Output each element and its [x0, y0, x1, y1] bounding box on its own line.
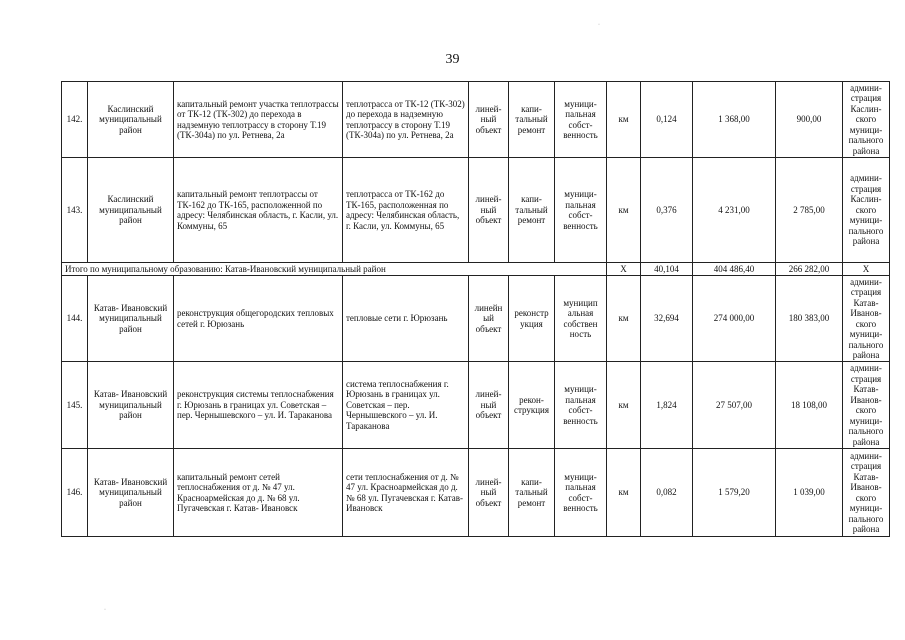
length-cell: 0,376 [641, 158, 693, 263]
event-cell: капитальный ремонт сетей теплоснабжения от д. № 47 ул. Красноармейская до д. № 68 ул. Пугачевская г. Катав- Ивановск [174, 449, 343, 537]
object-cell: теплотрасса от ТК-12 (ТК-302) до перехода в надземную теплотрассу в сторону Т.19 (ТК-304а) по ул. Ретнева, 2а [343, 82, 469, 158]
district-cell: Каслинский муниципальный район [88, 158, 174, 263]
cost-budget-cell: 2 785,00 [776, 158, 843, 263]
ownership-cell: муницип альная собствен ность [555, 276, 607, 362]
ownership-cell: муници- пальная собст- венность [555, 449, 607, 537]
work-type-cell: реконстр укция [509, 276, 555, 362]
object-type-cell: линей- ный объект [469, 449, 509, 537]
responsible-cell: админи- страция Катав- Иванов- ского муници- пального района [843, 449, 890, 537]
work-type-cell: капи- тальный ремонт [509, 158, 555, 263]
total-responsible: X [843, 263, 890, 276]
cost-budget-cell: 180 383,00 [776, 276, 843, 362]
event-cell: капитальный ремонт теплотрассы от ТК-162 до ТК-165, расположенной по адресу: Челябинская область, г. Касли, ул. Коммуны, 65 [174, 158, 343, 263]
row-number: 146. [62, 449, 88, 537]
row-number: 144. [62, 276, 88, 362]
table-row [62, 82, 890, 158]
district-cell: Катав- Ивановский муниципальный район [88, 276, 174, 362]
table-row [62, 449, 890, 537]
total-length: 40,104 [641, 263, 693, 276]
cost-total-cell: 1 368,00 [693, 82, 776, 158]
object-cell: сети теплоснабжения от д. № 47 ул. Красноармейская до д. № 68 ул. Пугачевская г. Катав-Ивановск [343, 449, 469, 537]
district-cell: Каслинский муниципальный район [88, 82, 174, 158]
program-table [61, 81, 890, 537]
scan-speck: · [598, 22, 600, 28]
work-type-cell: капи- тальный ремонт [509, 82, 555, 158]
object-cell: система теплоснабжения г. Юрюзань в границах ул. Советская – пер. Чернышевского – ул. И. Тараканова [343, 362, 469, 449]
table-row [62, 276, 890, 362]
row-number: 145. [62, 362, 88, 449]
work-type-cell: капи- тальный ремонт [509, 449, 555, 537]
total-cost-total: 404 486,40 [693, 263, 776, 276]
total-label: Итого по муниципальному образованию: Катав-Ивановский муниципальный район [62, 263, 607, 276]
row-number: 142. [62, 82, 88, 158]
length-cell: 0,082 [641, 449, 693, 537]
event-cell: реконструкция системы теплоснабжения г. Юрюзань в границах ул. Советская – пер. Чернышевского – ул. И. Тараканова [174, 362, 343, 449]
cost-total-cell: 27 507,00 [693, 362, 776, 449]
cost-total-cell: 4 231,00 [693, 158, 776, 263]
object-type-cell: линей- ный объект [469, 82, 509, 158]
unit-cell: км [607, 276, 641, 362]
unit-cell: км [607, 82, 641, 158]
cost-budget-cell: 18 108,00 [776, 362, 843, 449]
event-cell: капитальный ремонт участка теплотрассы от ТК-12 (ТК-302) до перехода в надземную теплотрассу в сторону Т.19 (ТК-304а) по ул. Ретнева, 2а [174, 82, 343, 158]
page-number: 39 [445, 52, 460, 67]
object-cell: теплотрасса от ТК-162 до ТК-165, расположенная по адресу: Челябинская область, г. Касли, ул. Коммуны, 65 [343, 158, 469, 263]
scan-speck: · [104, 607, 106, 613]
total-unit: X [607, 263, 641, 276]
object-type-cell: линей- ный объект [469, 362, 509, 449]
event-cell: реконструкция общегородских тепловых сетей г. Юрюзань [174, 276, 343, 362]
responsible-cell: админи- страция Каслин- ского муници- пального района [843, 158, 890, 263]
table-row [62, 158, 890, 263]
length-cell: 32,694 [641, 276, 693, 362]
object-type-cell: линей- ный объект [469, 158, 509, 263]
work-type-cell: рекон- струкция [509, 362, 555, 449]
cost-total-cell: 274 000,00 [693, 276, 776, 362]
total-cost-budget: 266 282,00 [776, 263, 843, 276]
ownership-cell: муници- пальная собст- венность [555, 158, 607, 263]
length-cell: 0,124 [641, 82, 693, 158]
length-cell: 1,824 [641, 362, 693, 449]
district-cell: Катав- Ивановский муниципальный район [88, 449, 174, 537]
cost-total-cell: 1 579,20 [693, 449, 776, 537]
responsible-cell: админи- страция Катав- Иванов- ского муници- пального района [843, 276, 890, 362]
responsible-cell: админи- страция Каслин- ского муници- пального района [843, 82, 890, 158]
object-cell: тепловые сети г. Юрюзань [343, 276, 469, 362]
unit-cell: км [607, 362, 641, 449]
object-type-cell: линейн ый объект [469, 276, 509, 362]
unit-cell: км [607, 449, 641, 537]
ownership-cell: муници- пальная собст- венность [555, 82, 607, 158]
responsible-cell: админи- страция Катав- Иванов- ского муници- пального района [843, 362, 890, 449]
row-number: 143. [62, 158, 88, 263]
total-row [62, 263, 890, 276]
ownership-cell: муници- пальная собст- венность [555, 362, 607, 449]
table-row [62, 362, 890, 449]
district-cell: Катав- Ивановский муниципальный район [88, 362, 174, 449]
cost-budget-cell: 1 039,00 [776, 449, 843, 537]
unit-cell: км [607, 158, 641, 263]
cost-budget-cell: 900,00 [776, 82, 843, 158]
